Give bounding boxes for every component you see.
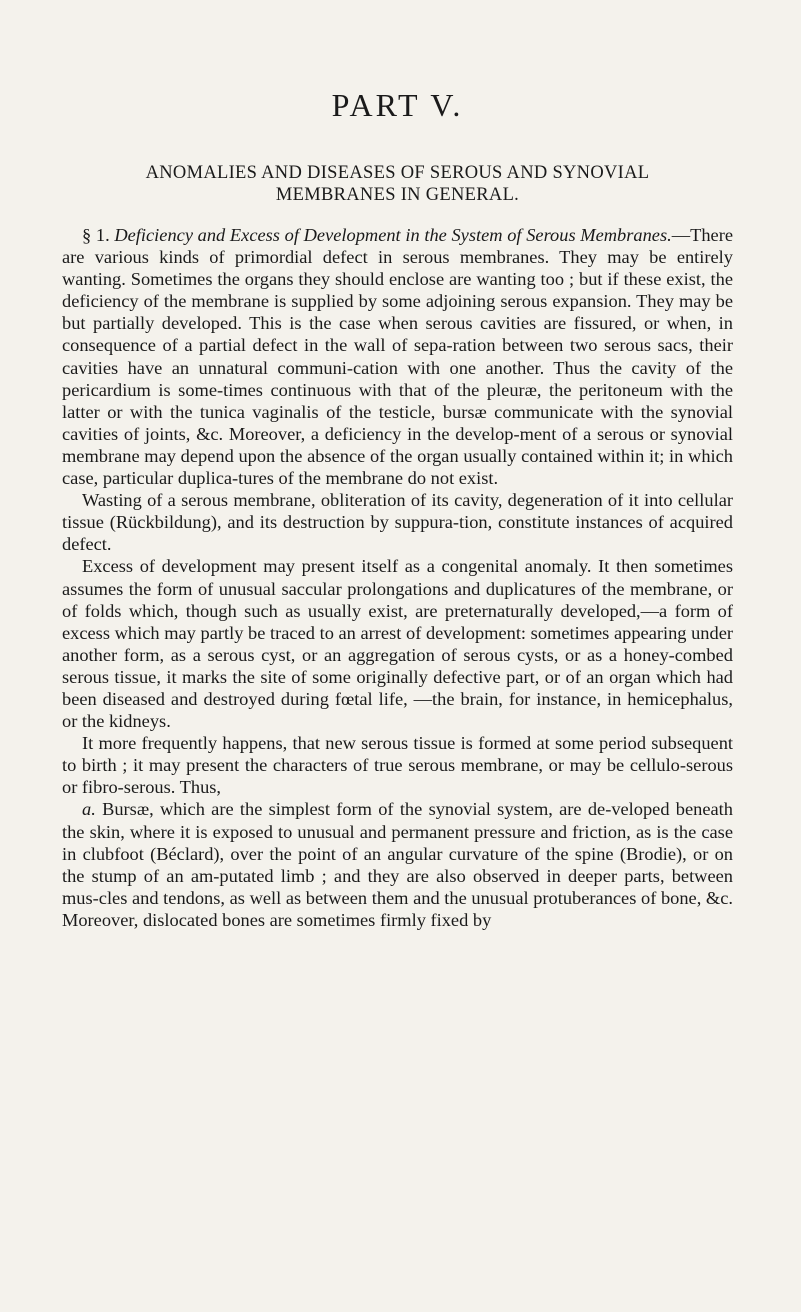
list-marker-a: a. — [82, 799, 96, 820]
paragraph-3: Excess of development may present itself as a congenital anomaly. It then sometimes assumes the form of unusual saccular prolongations and duplicatures of the membrane, or of folds which, though such as usually exist, are preternaturally developed,—a form of excess which may partly be traced to an arrest of development: sometimes appearing under another form, as a serous cyst, or an aggregation of serous cysts, or as a honey-combed serous tissue, it marks the site of some originally defective part, or of an organ which had been diseased and destroyed during fœtal life, —the brain, for instance, in hemicephalus, or the kidneys. — [62, 556, 733, 732]
paragraph-1 — [62, 224, 733, 489]
part-heading: PART V. — [331, 87, 464, 123]
paragraph-2: Wasting of a serous membrane, obliteration of its cavity, degeneration of it into cellular tissue (Rückbildung), and its destruction by suppura-tion, constitute instances of acquired defect. — [62, 490, 733, 555]
section-title-line-1: ANOMALIES AND DISEASES OF SEROUS AND SYNOVIAL — [145, 163, 650, 183]
paragraph-5 — [62, 798, 733, 931]
paragraph-1-title: Deficiency and Excess of Development in the System of Serous Membranes. — [114, 225, 672, 245]
paragraph-4: It more frequently happens, that new serous tissue is formed at some period subsequent to birth ; it may present the characters of true serous membrane, or may be cellulo-serous or fibro-serous. Thus, — [62, 733, 733, 798]
body-text — [62, 224, 733, 931]
section-mark: § 1. — [82, 225, 115, 245]
section-title — [62, 162, 733, 206]
section-title-line-2: MEMBRANES IN GENERAL. — [275, 185, 520, 205]
paragraph-5-body: Bursæ, which are the simplest form of the synovial system, are de-veloped beneath the skin, where it is exposed to unusual and permanent pressure and friction, as is the case in clubfoot (Béclard), over the point of an angular curvature of the spine (Brodie), or on the stump of an am-putated limb ; and they are also observed in deeper parts, between mus-cles and tendons, as well as between them and the unusual protuberances of bone, &c. Moreover, dislocated bones are sometimes firmly fixed by — [62, 799, 733, 930]
paragraph-1-body: —There are various kinds of primordial defect in serous membranes. They may be entirely wanting. Sometimes the organs they should enclose are wanting too ; but if these exist, the deficiency of the membrane is supplied by some adjoining serous expansion. They may be but partially developed. This is the case when serous cavities are fissured, or when, in consequence of a partial defect in the wall of sepa-ration between two serous sacs, their cavities have an unnatural communi-cation with one another. Thus the cavity of the pericardium is some-times continuous with that of the pleuræ, the peritoneum with the latter or with the tunica vaginalis of the testicle, bursæ communicate with the synovial cavities of joints, &c. Moreover, a deficiency in the develop-ment of a serous or synovial membrane may depend upon the absence of the organ usually contained within it; in which case, particular duplica-tures of the membrane do not exist. — [62, 225, 733, 489]
